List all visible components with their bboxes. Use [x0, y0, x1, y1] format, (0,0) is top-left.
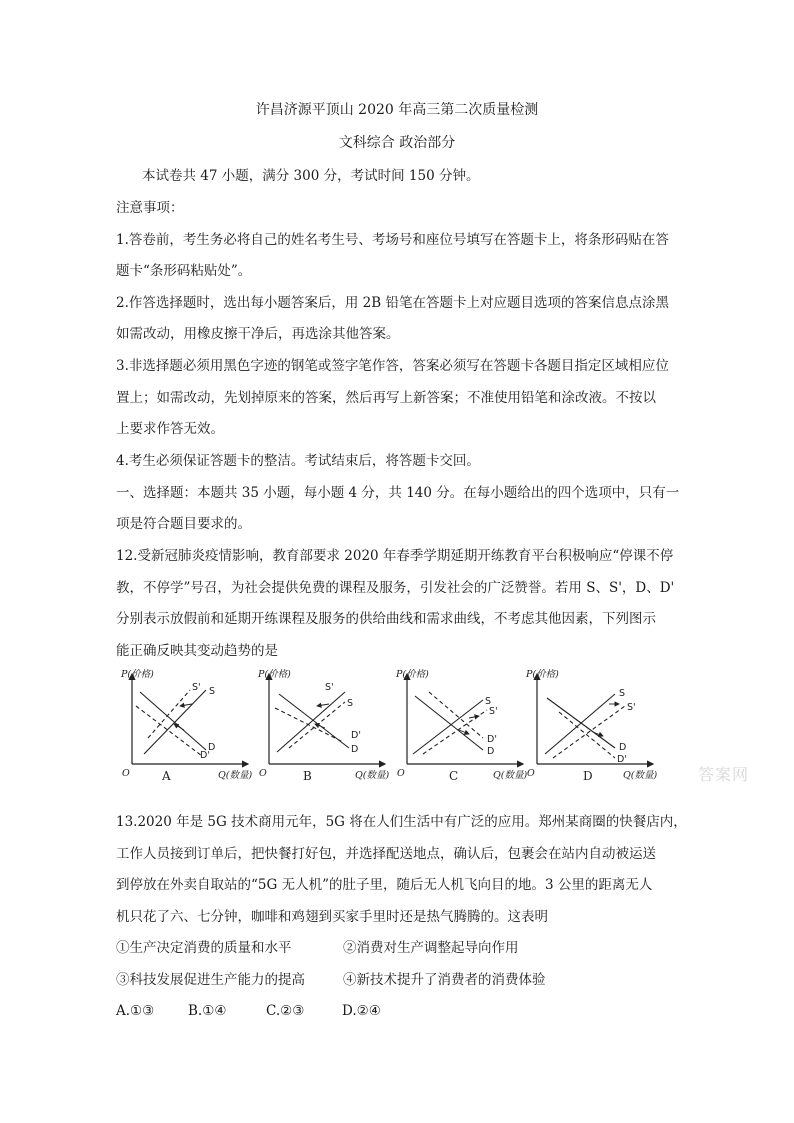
x-axis-label: Q(数量): [218, 770, 253, 781]
graph-caption: B: [303, 769, 312, 783]
watermark: 答案网: [698, 765, 750, 784]
q13-line: 工作人员接到订单后，把快餐打好包，并选择配送地点，确认后，包裹会在站内自动被运送: [116, 846, 656, 862]
curve-label: D: [351, 744, 359, 755]
graph-c-svg: [393, 668, 543, 798]
curve-label: S': [325, 682, 334, 693]
curve-label: S': [192, 682, 201, 693]
curve-label: S': [489, 706, 498, 717]
graph-b-svg: [255, 668, 405, 798]
q13-option-b: B.①④: [188, 1003, 227, 1019]
curve-label: S: [619, 688, 626, 699]
curve-label: D': [200, 750, 210, 761]
q13-statement: ①生产决定消费的质量和水平: [116, 940, 292, 956]
graph-d-svg: [523, 668, 673, 798]
curve-label: D': [351, 730, 361, 741]
q13-statement: ③科技发展促进生产能力的提高: [116, 972, 305, 988]
q13-option-c: C.②③: [266, 1003, 305, 1019]
exam-title: 许昌济源平顶山 2020 年高三第二次质量检测: [255, 102, 539, 118]
notice-line: 题卡“条形码粘贴处”。: [116, 263, 252, 279]
curve-label: S: [347, 698, 354, 709]
exam-intro: 本试卷共 47 小题，满分 300 分，考试时间 150 分钟。: [142, 168, 480, 184]
q13-line: 机只花了六、七分钟，咖啡和鸡翅到买家手里时还是热气腾腾的。这表明: [116, 909, 548, 925]
graph-d: [523, 668, 673, 798]
x-axis-label: Q(数量): [623, 770, 658, 781]
x-axis-label: Q(数量): [355, 770, 390, 781]
notice-line: 3.非选择题必须用黑色字迹的钢笔或签字笔作答，答案必须写在答题卡各题目指定区域相应位: [116, 358, 669, 374]
section-line: 项是符合题目要求的。: [116, 516, 251, 532]
q13-statement: ④新技术提升了消费者的消费体验: [343, 972, 546, 988]
graph-caption: C: [449, 769, 459, 783]
q13-line: 到停放在外卖自取站的“5G 无人机”的肚子里，随后无人机飞向目的地。3 公里的距离无人: [116, 877, 653, 893]
q12-line: 12.受新冠肺炎疫情影响，教育部要求 2020 年春季学期延期开练教育平台积极响应“停课不停: [116, 548, 674, 564]
curve-label: S: [209, 686, 216, 697]
graph-caption: A: [162, 769, 171, 783]
curve-label: D: [619, 742, 627, 753]
x-axis-label: Q(数量): [493, 770, 528, 781]
origin-label: O: [397, 768, 405, 779]
origin-label: O: [527, 768, 535, 779]
graph-caption: D: [583, 769, 593, 783]
y-axis-label: P(价格): [258, 669, 291, 680]
origin-label: O: [122, 768, 130, 779]
q13-statement: ②消费对生产调整起导向作用: [343, 940, 519, 956]
graph-a: [118, 668, 268, 798]
curve-label: D: [208, 742, 216, 753]
notice-line: 2.作答选择题时，选出每小题答案后，用 2B 铅笔在答题卡上对应题目选项的答案信息点涂黑: [116, 295, 669, 311]
notice-line: 4.考生必须保证答题卡的整洁。考试结束后，将答题卡交回。: [116, 453, 480, 469]
origin-label: O: [259, 768, 267, 779]
notice-line: 上要求作答无效。: [116, 421, 224, 437]
q12-line: 教，不停学”号召，为社会提供免费的课程及服务，引发社会的广泛赞誉。若用 S、S'，D、D': [116, 580, 675, 596]
y-axis-label: P(价格): [526, 669, 559, 680]
section-line: 一、选择题：本题共 35 小题，每小题 4 分，共 140 分。在每小题给出的四个选项中，只有一: [116, 485, 680, 501]
curve-label: S': [627, 702, 636, 713]
graph-a-svg: [118, 668, 268, 798]
q13-line: 13.2020 年是 5G 技术商用元年，5G 将在人们生活中有广泛的应用。郑州某商圈的快餐店内，: [116, 814, 687, 830]
exam-subtitle: 文科综合 政治部分: [338, 135, 456, 151]
q12-line: 分别表示放假前和延期开练课程及服务的供给曲线和需求曲线，不考虑其他因素，下列图示: [116, 611, 656, 627]
q13-option-a: A.①③: [116, 1003, 155, 1019]
y-axis-label: P(价格): [396, 669, 429, 680]
notice-line: 置上；如需改动，先划掉原来的答案，然后再写上新答案；不准使用铅笔和涂改液。不按以: [116, 390, 656, 406]
notice-line: 如需改动，用橡皮擦干净后，再选涂其他答案。: [116, 326, 400, 342]
notice-heading: 注意事项：: [116, 200, 184, 216]
curve-label: D: [487, 746, 495, 757]
graph-c: [393, 668, 543, 798]
q12-line: 能正确反映其变动趋势的是: [116, 643, 278, 659]
curve-label: D': [487, 734, 497, 745]
graph-b: [255, 668, 405, 798]
curve-label: S: [485, 696, 492, 707]
y-axis-label: P(价格): [121, 669, 154, 680]
q13-option-d: D.②④: [342, 1003, 381, 1019]
curve-label: D': [617, 754, 627, 765]
notice-line: 1.答卷前，考生务必将自己的姓名考生号、考场号和座位号填写在答题卡上，将条形码贴在答: [116, 232, 669, 248]
